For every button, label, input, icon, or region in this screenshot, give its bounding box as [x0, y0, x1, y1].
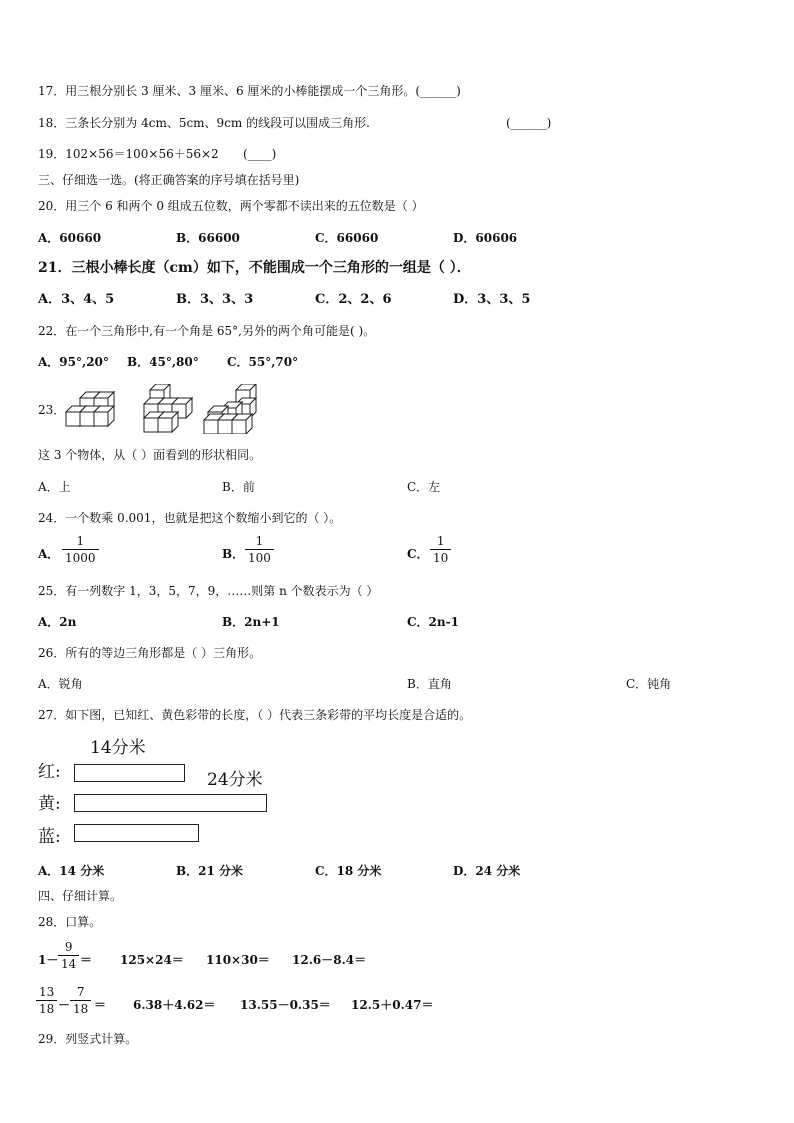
q26-option-a: A．锐角 — [38, 677, 83, 691]
q20-option-a: A．60660 — [38, 231, 102, 245]
fraction-denominator: 10 — [433, 551, 449, 565]
q20-option-c: C．66060 — [315, 231, 379, 245]
question-28: 28．口算。 — [38, 915, 102, 929]
fraction-bar — [245, 549, 274, 550]
question-18: 18．三条长分别为 4cm、5cm、9cm 的线段可以围成三角形. — [38, 116, 370, 130]
red-ribbon-length: 14分米 — [90, 738, 146, 758]
fraction-numerator: 7 — [76, 985, 85, 999]
fraction-numerator: 13 — [39, 985, 55, 999]
question-22: 22．在一个三角形中,有一个角是 65°,另外的两个角可能是( )。 — [38, 324, 376, 338]
question-24: 24．一个数乘 0.001，也就是把这个数缩小到它的（ ）。 — [38, 511, 342, 525]
q22-option-c: C．55°,70° — [227, 355, 299, 369]
fraction-denominator: 100 — [248, 551, 271, 565]
question-27: 27．如下图，已知红、黄色彩带的长度，（ ）代表三条彩带的平均长度是合适的。 — [38, 708, 472, 722]
fraction-denominator: 14 — [61, 957, 77, 971]
fraction-bar — [62, 549, 99, 550]
question-29: 29．列竖式计算。 — [38, 1032, 138, 1046]
question-19: 19．102×56＝100×56＋56×2 — [38, 147, 219, 161]
q25-option-b: B．2n+1 — [222, 615, 280, 629]
q28-row2-fraction-2 — [70, 986, 91, 1015]
yellow-ribbon-length: 24分米 — [207, 770, 263, 790]
q20-option-b: B．66600 — [176, 231, 240, 245]
q28-row2-fraction-1 — [36, 986, 57, 1015]
q20-option-d: D．60606 — [453, 231, 518, 245]
fraction-denominator: 1000 — [65, 551, 96, 565]
q28-row1-equals: ＝ — [80, 953, 93, 967]
q24-option-a-label: A． — [38, 547, 60, 561]
fraction-numerator: 9 — [64, 940, 73, 954]
fraction-numerator: 1 — [436, 534, 445, 548]
red-ribbon-bar — [74, 764, 185, 782]
q27-option-c: C．18 分米 — [315, 864, 382, 878]
q28-item: 12.5＋0.47＝ — [351, 998, 434, 1012]
question-26: 26．所有的等边三角形都是（ ）三角形。 — [38, 646, 262, 660]
q28-item: 13.55－0.35＝ — [240, 998, 331, 1012]
section-3-heading: 三、仔细选一选。(将正确答案的序号填在括号里) — [38, 173, 300, 187]
q25-option-c: C．2n-1 — [407, 615, 459, 629]
question-19-answer-blank: (____) — [243, 147, 277, 161]
q28-item: 110×30＝ — [206, 953, 270, 967]
cube-figure-1 — [66, 392, 114, 426]
q28-row1-lead: 1－ — [38, 953, 59, 967]
cube-figures — [64, 384, 264, 434]
q21-option-b: B．3、3、3 — [176, 292, 254, 307]
question-20: 20．用三个 6 和两个 0 组成五位数，两个零都不读出来的五位数是（ ） — [38, 199, 424, 213]
yellow-ribbon-label: 黄: — [38, 794, 61, 814]
yellow-ribbon-bar — [74, 794, 267, 812]
q27-option-d: D．24 分米 — [453, 864, 521, 878]
q24-option-b-fraction — [245, 535, 274, 564]
fraction-bar — [36, 1000, 57, 1001]
q24-option-a-fraction — [62, 535, 99, 564]
question-21: 21．三根小棒长度（cm）如下，不能围成一个三角形的一组是（ ）． — [38, 260, 471, 276]
fraction-bar — [430, 549, 451, 550]
cube-figure-2 — [144, 384, 192, 432]
q22-option-b: B．45°,80° — [127, 355, 199, 369]
q23-option-b: B．前 — [222, 480, 255, 494]
q24-option-c-fraction — [430, 535, 451, 564]
q28-row2-minus: － — [58, 998, 71, 1012]
fraction-bar — [58, 955, 79, 956]
question-18-answer-blank: (______) — [506, 116, 552, 130]
question-25: 25．有一列数字 1，3，5，7，9，……则第 n 个数表示为（ ） — [38, 584, 379, 598]
question-17: 17．用三根分别长 3 厘米、3 厘米、6 厘米的小棒能摆成一个三角形。(______) — [38, 84, 461, 98]
q28-row1-fraction — [58, 941, 79, 970]
q22-option-a: A．95°,20° — [38, 355, 109, 369]
section-4-heading: 四、仔细计算。 — [38, 889, 123, 903]
q24-option-b-label: B． — [222, 547, 245, 561]
q21-option-d: D．3、3、5 — [453, 292, 531, 307]
q28-row2-equals: ＝ — [94, 998, 107, 1012]
q21-option-c: C．2、2、6 — [315, 292, 392, 307]
question-23-text: 这 3 个物体，从（ ）面看到的形状相同。 — [38, 448, 262, 462]
q27-option-a: A．14 分米 — [38, 864, 105, 878]
q26-option-b: B．直角 — [407, 677, 452, 691]
q21-option-a: A．3、4、5 — [38, 292, 115, 307]
q23-option-c: C．左 — [407, 480, 441, 494]
q25-option-a: A．2n — [38, 615, 77, 629]
fraction-bar — [70, 1000, 91, 1001]
q23-option-a: A．上 — [38, 480, 71, 494]
blue-ribbon-bar — [74, 824, 199, 842]
question-23: 23． — [38, 403, 66, 417]
q26-option-c: C．钝角 — [626, 677, 672, 691]
fraction-denominator: 18 — [73, 1002, 89, 1016]
red-ribbon-label: 红: — [38, 762, 61, 782]
q27-option-b: B．21 分米 — [176, 864, 244, 878]
cube-figure-3 — [204, 384, 256, 434]
q28-item: 12.6－8.4＝ — [292, 953, 367, 967]
q28-item: 125×24＝ — [120, 953, 184, 967]
q24-option-c-label: C． — [407, 547, 429, 561]
fraction-denominator: 18 — [39, 1002, 55, 1016]
fraction-numerator: 1 — [255, 534, 264, 548]
q28-item: 6.38＋4.62＝ — [133, 998, 216, 1012]
fraction-numerator: 1 — [76, 534, 85, 548]
blue-ribbon-label: 蓝: — [38, 827, 61, 847]
